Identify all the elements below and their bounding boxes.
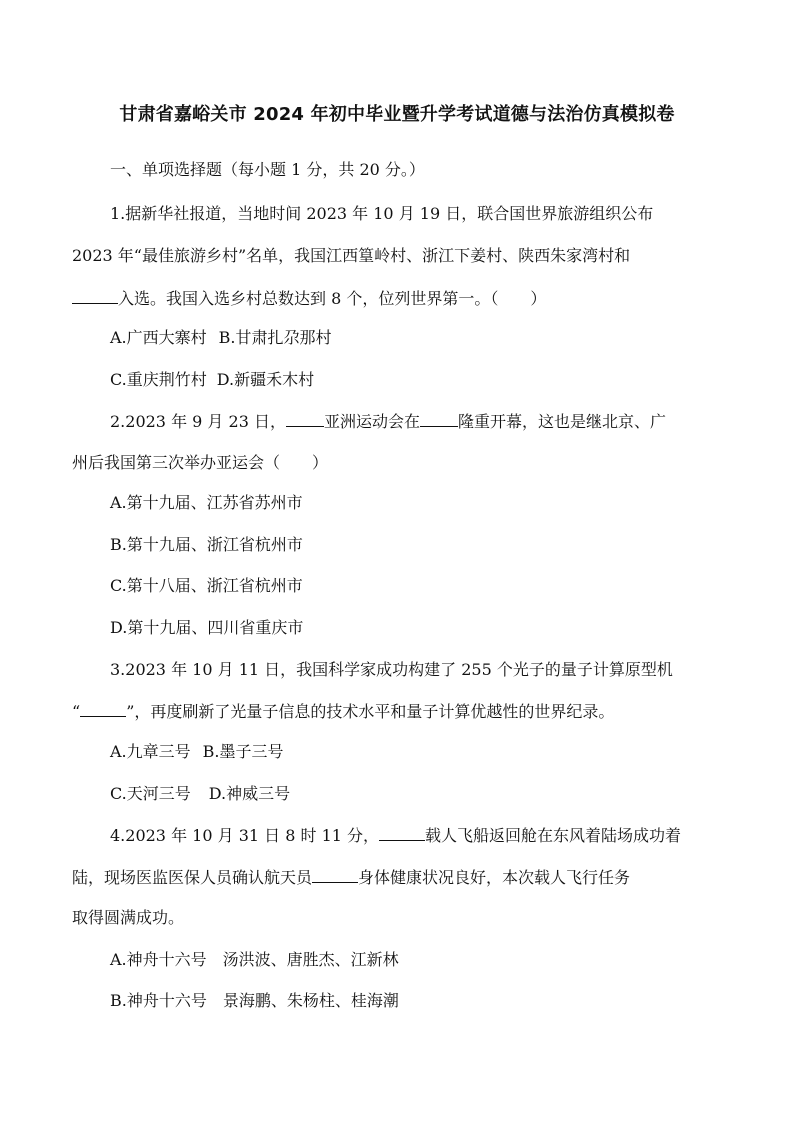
q3-stem-line2: “ ”，再度刷新了光量子信息的技术水平和量子计算优越性的世界纪录。 [72, 702, 615, 721]
answer-blank [312, 867, 358, 883]
q3-option-b: B.墨子三号 [202, 742, 284, 761]
answer-blank [286, 411, 324, 427]
answer-blank [72, 288, 118, 304]
q2-option-c: C.第十八届、浙江省杭州市 [110, 576, 303, 595]
q1-option-a: A.广西大寨村 [110, 328, 207, 347]
answer-blank [80, 701, 126, 717]
page-title: 甘肃省嘉峪关市 2024 年初中毕业暨升学考试道德与法治仿真模拟卷 [119, 104, 675, 125]
q1-stem-line3: 入选。我国入选乡村总数达到 8 个，位列世界第一。（ ） [72, 288, 546, 309]
q1-stem-line2: 2023 年“最佳旅游乡村”名单，我国江西篁岭村、浙江下姜村、陕西朱家湾村和 [72, 246, 631, 265]
section-heading: 一、单项选择题（每小题 1 分，共 20 分。） [110, 160, 425, 179]
q4-option-a: A.神舟十六号 汤洪波、唐胜杰、江新林 [110, 950, 399, 969]
q1-option-b: B.甘肃扎尕那村 [218, 328, 332, 347]
q4-option-b: B.神舟十六号 景海鹏、朱杨柱、桂海潮 [110, 991, 399, 1010]
q3-stem-line1: 3.2023 年 10 月 11 日，我国科学家成功构建了 255 个光子的量子计算原型机 [110, 660, 673, 679]
q4-stem-line2: 陆，现场医监医保人员确认航天员 身体健康状况良好，本次载人飞行任务 [72, 868, 631, 887]
q3-options-row2 [110, 784, 290, 804]
q2-stem-line2: 州后我国第三次举办亚运会（ ） [72, 453, 329, 472]
q2-option-d: D.第十九届、四川省重庆市 [110, 618, 304, 637]
q1-options-row1 [110, 328, 332, 348]
q1-option-c: C.重庆荆竹村 [110, 370, 207, 389]
q3-option-a: A.九章三号 [110, 742, 191, 761]
q3-options-row1 [110, 742, 284, 762]
q3-option-d: D.神威三号 [208, 784, 291, 803]
answer-blank [379, 825, 425, 841]
q4-stem-line1: 4.2023 年 10 月 31 日 8 时 11 分， 载人飞船返回舱在东风着陆场成功着 [110, 826, 682, 845]
q1-stem-line1: 1.据新华社报道，当地时间 2023 年 10 月 19 日，联合国世界旅游组织公布 [110, 204, 654, 223]
q2-option-a: A.第十九届、江苏省苏州市 [110, 493, 303, 512]
q1-options-row2 [110, 370, 314, 390]
q2-option-b: B.第十九届、浙江省杭州市 [110, 535, 303, 554]
q1-option-d: D.新疆禾木村 [216, 370, 315, 389]
q3-option-c: C.天河三号 [110, 784, 191, 803]
q2-stem-line1: 2.2023 年 9 月 23 日， 亚洲运动会在 隆重开幕，这也是继北京、广 [110, 412, 666, 431]
answer-blank [420, 411, 458, 427]
q4-stem-line3: 取得圆满成功。 [72, 908, 185, 927]
